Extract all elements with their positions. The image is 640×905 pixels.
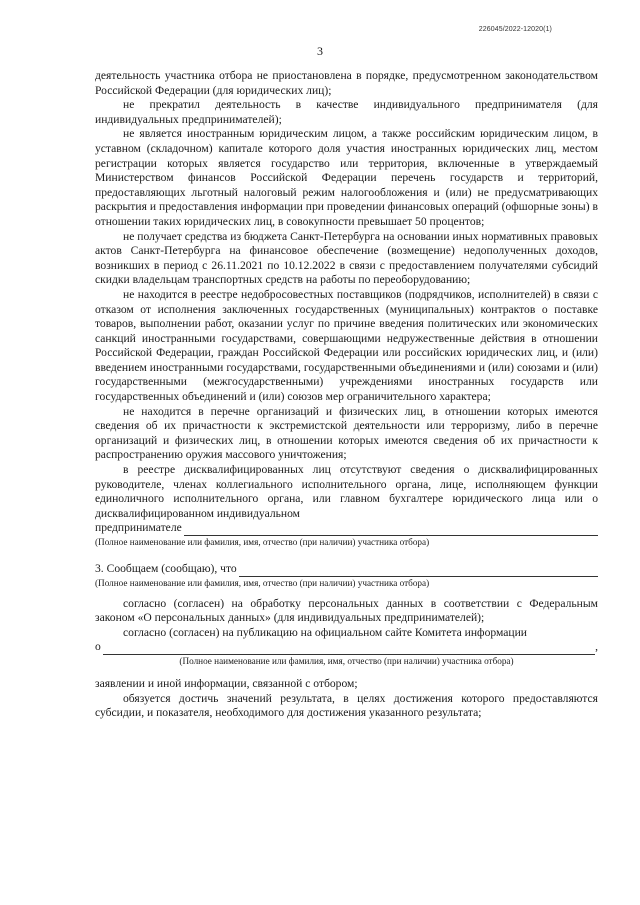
paragraph-not-foreign-entity: не является иностранным юридическим лицом, а также российским юридическим лицом, в уставном (складочном) капитале которого доля участия иностранных юридических лиц, местом регистрации которых является государство или территория, включенные в утверждаемый Министерством финансов Российской Федерации перечень государств и территорий, предоставляющих льготный налоговый режим налогообложения и (или) не предусматривающих раскрытия и предоставления информации при проведении финансовых операций (офшорные зоны) в отношении таких юридических лиц, в совокупности превышает 50 процентов; (95, 127, 598, 228)
o-prefix: о (95, 640, 101, 654)
participant-name-field-3[interactable] (103, 642, 595, 655)
section3-lead: 3. Сообщаем (сообщаю), что (95, 562, 237, 575)
paragraph-consent-personal-data: согласно (согласен) на обработку персональных данных в соответствии с Федеральным законом «О персональных данных» (для индивидуальных предпринимателей); (95, 596, 598, 625)
paragraph-statement-info: заявлении и иной информации, связанной с отбором; (95, 676, 358, 690)
paragraph-not-terminated: не прекратил деятельность в качестве индивидуального предпринимателя (для индивидуальных предпринимателей); (95, 98, 598, 126)
paragraph-no-budget-funds: не получает средства из бюджета Санкт-Петербурга на основании иных нормативных правовых актов Санкт-Петербурга на финансовое обеспечение (возмещение) недополученных доходов, возникших в период с 26.11.2021 по 10.12.2022 в связи с предоставлением получателями субсидий скидки владельцам транспортных средств на работы по переоборудованию; (95, 229, 598, 287)
document-number: 226045/2022-12020(1) (478, 26, 552, 33)
entrepreneur-word: предпринимателе (95, 521, 182, 535)
participant-name-note-3: (Полное наименование или фамилия, имя, отчество (при наличии) участника отбора) (179, 655, 514, 666)
comma: , (595, 640, 598, 654)
participant-name-note-1: (Полное наименование или фамилия, имя, отчество (при наличии) участника отбора) (95, 537, 430, 547)
paragraph-not-in-terror-list: не находится в перечне организаций и физических лиц, в отношении которых имеются сведения об их причастности к экстремистской деятельности или терроризму, либо в перечне организаций и физических лиц, в отношении которых имеются сведения об их причастности к распространению оружия массового уничтожения; (95, 404, 598, 462)
participant-name-field-1[interactable] (184, 523, 598, 536)
paragraph-consent-publication: согласно (согласен) на публикацию на официальном сайте Комитета информации (123, 625, 528, 639)
paragraph-not-in-registry: не находится в реестре недобросовестных поставщиков (подрядчиков, исполнителей) в связи с отказом от исполнения заключенных государственных (муниципальных) контрактов о поставке товаров, выполнении работ, оказании услуг по причине введения политических или экономических санкций иностранными государствами, совершающими недружественные действия в отношении Российской Федерации, граждан Российской Федерации или российских юридических лиц, и (или) введением иностранными государствами, государственными объединениями и (или) союзами и (или) государственными (межгосударственными) учреждениями иностранных государств или государственных объединений и (или) союзов мер ограничительного характера; (95, 287, 598, 404)
entrepreneur-line (95, 521, 598, 536)
section3-line (95, 562, 598, 577)
document-body (95, 69, 598, 721)
paragraph-disqualified-registry: в реестре дисквалифицированных лиц отсутствуют сведения о дисквалифицированных руководителе, членах коллегиального исполнительного органа, лице, исполняющем функции единоличного исполнительного органа, или главном бухгалтере юридического лица или о дисквалифицированном индивидуальном (95, 463, 598, 520)
publication-line (95, 640, 598, 655)
participant-name-note-2: (Полное наименование или фамилия, имя, отчество (при наличии) участника отбора) (95, 577, 430, 588)
participant-name-field-2[interactable] (239, 564, 598, 577)
paragraph-activity-not-suspended: деятельность участника отбора не приостановлена в порядке, предусмотренном законодательством Российской Федерации (для юридических лиц); (95, 69, 598, 97)
page-number: 3 (317, 44, 323, 58)
paragraph-obligation: обязуется достичь значений результата, в целях достижения которого предоставляются субсидии, и показателя, необходимого для достижения указанного результата; (95, 691, 598, 720)
